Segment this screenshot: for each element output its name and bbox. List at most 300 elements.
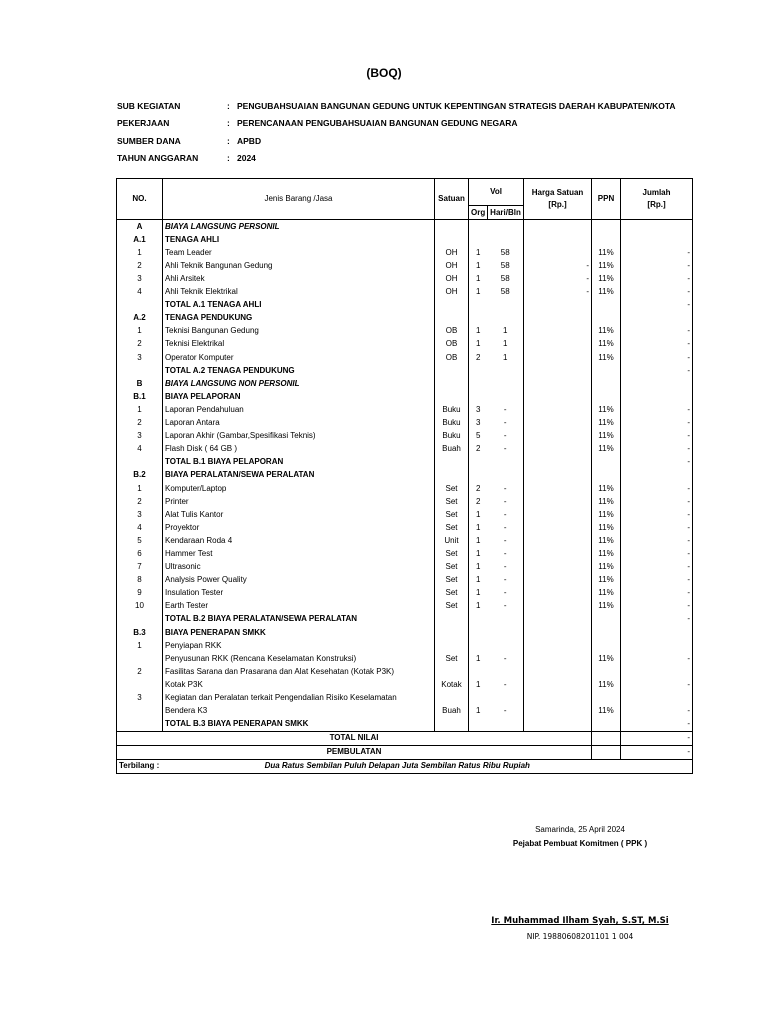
cell-harga	[524, 626, 592, 639]
cell-desc: Penyiapan RKK	[163, 639, 435, 652]
cell-satuan: OB	[435, 325, 469, 338]
table-row	[117, 417, 693, 430]
cell-hari: -	[488, 574, 524, 587]
cell-no: 2	[117, 665, 163, 678]
cell-desc: BIAYA LANGSUNG PERSONIL	[163, 220, 435, 234]
cell-satuan: Buku	[435, 430, 469, 443]
header-vol: Vol	[469, 179, 524, 206]
cell-harga	[524, 639, 592, 652]
cell-ppn	[592, 613, 621, 626]
cell-harga	[524, 338, 592, 351]
cell-org: 5	[476, 431, 481, 441]
cell-no: 2	[117, 495, 163, 508]
table-row	[117, 390, 693, 403]
table-row	[117, 587, 693, 600]
meta-row	[117, 97, 717, 115]
cell-harga	[524, 364, 592, 377]
cell-ppn: 11%	[592, 508, 621, 521]
cell-harga	[524, 430, 592, 443]
cell-ppn: 11%	[592, 246, 621, 259]
cell-harga	[524, 665, 592, 678]
table-row	[117, 233, 693, 246]
terbilang-value: Dua Ratus Sembilan Puluh Delapan Juta Sembilan Ratus Ribu Rupiah	[163, 759, 693, 773]
cell-no: B.1	[117, 390, 163, 403]
cell-desc: Proyektor	[163, 521, 435, 534]
table-row	[117, 259, 693, 272]
cell-no: 4	[117, 286, 163, 299]
pembulatan-row	[117, 745, 693, 759]
cell-hari: -	[488, 495, 524, 508]
cell-no: 2	[117, 338, 163, 351]
cell-no: 2	[117, 417, 163, 430]
cell-satuan	[435, 691, 469, 704]
cell-org: 1	[476, 575, 481, 585]
cell-no: A.1	[117, 233, 163, 246]
cell-hari	[488, 390, 524, 403]
cell-no	[117, 456, 163, 469]
cell-desc: Analysis Power Quality	[163, 574, 435, 587]
table-row	[117, 469, 693, 482]
cell-desc: Insulation Tester	[163, 587, 435, 600]
cell-hari: -	[488, 561, 524, 574]
cell-hari	[488, 220, 524, 234]
cell-no: 10	[117, 600, 163, 613]
cell-satuan: OH	[435, 286, 469, 299]
cell-desc: BIAYA LANGSUNG NON PERSONIL	[163, 377, 435, 390]
cell-hari: -	[488, 482, 524, 495]
cell-hari: -	[488, 678, 524, 691]
table-row	[117, 430, 693, 443]
cell-satuan	[435, 312, 469, 325]
cell-harga: -	[524, 259, 592, 272]
cell-hari	[488, 691, 524, 704]
cell-org: 2	[476, 496, 481, 506]
cell-harga	[524, 482, 592, 495]
cell-no: 7	[117, 561, 163, 574]
cell-no: 8	[117, 574, 163, 587]
cell-harga	[524, 718, 592, 732]
cell-harga: -	[524, 272, 592, 285]
table-row	[117, 325, 693, 338]
table-row	[117, 299, 693, 312]
cell-org: 2	[476, 352, 481, 362]
cell-satuan: Set	[435, 561, 469, 574]
header-ppn: PPN	[592, 179, 621, 220]
cell-hari	[488, 665, 524, 678]
signer-name: Ir. Muhammad Ilham Syah, S.ST, M.Si	[491, 916, 669, 926]
cell-desc: Kotak P3K	[163, 678, 435, 691]
cell-jumlah: -	[621, 286, 693, 299]
header-no: NO.	[117, 179, 163, 220]
table-row	[117, 639, 693, 652]
header-harga	[524, 179, 592, 220]
cell-jumlah: -	[621, 403, 693, 416]
cell-ppn	[592, 639, 621, 652]
cell-harga	[524, 534, 592, 547]
cell-satuan: Buku	[435, 403, 469, 416]
cell-jumlah: -	[621, 508, 693, 521]
cell-hari: -	[488, 652, 524, 665]
header-satuan: Satuan	[435, 179, 469, 220]
cell-desc: BIAYA PENERAPAN SMKK	[163, 626, 435, 639]
table-row	[117, 312, 693, 325]
cell-harga	[524, 325, 592, 338]
cell-harga	[524, 652, 592, 665]
meta-value: APBD	[237, 135, 262, 146]
meta-colon: :	[227, 135, 230, 146]
cell-jumlah: -	[621, 456, 693, 469]
cell-ppn: 11%	[592, 482, 621, 495]
cell-harga	[524, 377, 592, 390]
cell-no: 3	[117, 508, 163, 521]
cell-org: 1	[476, 706, 481, 716]
cell-ppn	[592, 691, 621, 704]
cell-satuan: Set	[435, 482, 469, 495]
table-row	[117, 678, 693, 691]
cell-ppn	[592, 456, 621, 469]
cell-hari: 1	[488, 325, 524, 338]
cell-desc: Operator Komputer	[163, 351, 435, 364]
cell-ppn: 11%	[592, 587, 621, 600]
table-row	[117, 482, 693, 495]
cell-jumlah	[621, 691, 693, 704]
cell-hari: -	[488, 403, 524, 416]
cell-hari	[488, 718, 524, 732]
cell-ppn	[592, 312, 621, 325]
cell-ppn	[592, 220, 621, 234]
cell-ppn: 11%	[592, 272, 621, 285]
cell-no	[117, 705, 163, 718]
cell-desc: Laporan Akhir (Gambar,Spesifikasi Teknis)	[163, 430, 435, 443]
cell-ppn: 11%	[592, 325, 621, 338]
cell-hari: -	[488, 521, 524, 534]
cell-no: 4	[117, 521, 163, 534]
cell-desc: TOTAL B.1 BIAYA PELAPORAN	[163, 456, 435, 469]
cell-harga	[524, 574, 592, 587]
cell-harga	[524, 299, 592, 312]
document-meta	[117, 97, 717, 167]
cell-hari: 1	[488, 338, 524, 351]
cell-org: 1	[476, 653, 481, 663]
cell-jumlah	[621, 469, 693, 482]
cell-jumlah	[621, 233, 693, 246]
cell-desc: BIAYA PELAPORAN	[163, 390, 435, 403]
total-nilai-ppn	[592, 731, 621, 745]
cell-ppn: 11%	[592, 561, 621, 574]
cell-no	[117, 364, 163, 377]
cell-no: 1	[117, 403, 163, 416]
cell-harga	[524, 443, 592, 456]
cell-harga	[524, 390, 592, 403]
cell-no: B.3	[117, 626, 163, 639]
cell-jumlah: -	[621, 574, 693, 587]
meta-label: SUMBER DANA	[117, 135, 181, 146]
cell-harga	[524, 547, 592, 560]
table-row	[117, 691, 693, 704]
cell-no: A	[117, 220, 163, 234]
total-nilai-row	[117, 731, 693, 745]
cell-jumlah: -	[621, 272, 693, 285]
cell-org: 1	[476, 548, 481, 558]
cell-hari: -	[488, 430, 524, 443]
table-row	[117, 351, 693, 364]
cell-no: 6	[117, 547, 163, 560]
cell-desc: Teknisi Bangunan Gedung	[163, 325, 435, 338]
cell-satuan: Buah	[435, 705, 469, 718]
cell-hari	[488, 364, 524, 377]
table-row	[117, 547, 693, 560]
cell-no	[117, 299, 163, 312]
table-row	[117, 652, 693, 665]
cell-ppn: 11%	[592, 495, 621, 508]
cell-harga	[524, 456, 592, 469]
meta-value: PERENCANAAN PENGUBAHSUAIAN BANGUNAN GEDUNG NEGARA	[237, 118, 518, 129]
cell-org: 1	[476, 535, 481, 545]
cell-desc: Kegiatan dan Peralatan terkait Pengendalian Risiko Keselamatan	[163, 691, 435, 704]
cell-org: 2	[476, 444, 481, 454]
pembulatan-value: -	[621, 745, 693, 759]
cell-org: 1	[476, 588, 481, 598]
meta-colon: :	[227, 153, 230, 164]
cell-satuan	[435, 626, 469, 639]
cell-jumlah	[621, 665, 693, 678]
cell-jumlah: -	[621, 587, 693, 600]
cell-org: 3	[476, 404, 481, 414]
cell-jumlah	[621, 626, 693, 639]
cell-satuan	[435, 220, 469, 234]
cell-no: 3	[117, 272, 163, 285]
cell-satuan	[435, 718, 469, 732]
cell-jumlah	[621, 639, 693, 652]
meta-row	[117, 132, 717, 150]
cell-desc: Hammer Test	[163, 547, 435, 560]
table-row	[117, 508, 693, 521]
cell-org: 3	[476, 418, 481, 428]
header-jumlah	[621, 179, 693, 220]
cell-desc: Earth Tester	[163, 600, 435, 613]
cell-satuan: OB	[435, 351, 469, 364]
header-harga-line2: [Rp.]	[548, 200, 567, 210]
cell-ppn	[592, 233, 621, 246]
meta-label: PEKERJAAN	[117, 118, 170, 129]
cell-harga	[524, 417, 592, 430]
cell-ppn: 11%	[592, 417, 621, 430]
cell-desc: BIAYA PERALATAN/SEWA PERALATAN	[163, 469, 435, 482]
cell-jumlah: -	[621, 246, 693, 259]
cell-hari	[488, 469, 524, 482]
cell-satuan	[435, 233, 469, 246]
cell-jumlah: -	[621, 521, 693, 534]
cell-jumlah: -	[621, 259, 693, 272]
cell-org	[469, 613, 488, 626]
pembulatan-ppn	[592, 745, 621, 759]
cell-jumlah: -	[621, 718, 693, 732]
cell-no: B	[117, 377, 163, 390]
table-row	[117, 626, 693, 639]
cell-ppn: 11%	[592, 600, 621, 613]
cell-desc: Fasilitas Sarana dan Prasarana dan Alat Kesehatan (Kotak P3K)	[163, 665, 435, 678]
table-row	[117, 718, 693, 732]
table-row	[117, 665, 693, 678]
cell-desc: Bendera K3	[163, 705, 435, 718]
cell-jumlah: -	[621, 430, 693, 443]
cell-satuan: Set	[435, 587, 469, 600]
terbilang-row	[117, 759, 693, 773]
cell-satuan	[435, 364, 469, 377]
cell-jumlah: -	[621, 534, 693, 547]
cell-satuan	[435, 613, 469, 626]
cell-jumlah: -	[621, 561, 693, 574]
cell-jumlah	[621, 312, 693, 325]
document-title: (BOQ)	[366, 66, 402, 80]
cell-hari	[488, 639, 524, 652]
cell-hari: 58	[488, 272, 524, 285]
cell-ppn: 11%	[592, 338, 621, 351]
cell-ppn: 11%	[592, 652, 621, 665]
meta-label: SUB KEGIATAN	[117, 100, 181, 111]
cell-jumlah: -	[621, 495, 693, 508]
table-row	[117, 403, 693, 416]
cell-no: 4	[117, 443, 163, 456]
cell-org: 1	[476, 260, 481, 270]
meta-row	[117, 150, 717, 168]
cell-no	[117, 678, 163, 691]
cell-org	[469, 233, 488, 246]
cell-jumlah: -	[621, 678, 693, 691]
cell-hari: -	[488, 534, 524, 547]
cell-ppn: 11%	[592, 403, 621, 416]
cell-ppn: 11%	[592, 259, 621, 272]
cell-org	[469, 220, 488, 234]
table-row	[117, 286, 693, 299]
cell-desc: Kendaraan Roda 4	[163, 534, 435, 547]
cell-satuan: OH	[435, 272, 469, 285]
cell-harga: -	[524, 286, 592, 299]
cell-no: 2	[117, 259, 163, 272]
cell-ppn	[592, 390, 621, 403]
cell-satuan: Buah	[435, 443, 469, 456]
cell-desc: Teknisi Elektrikal	[163, 338, 435, 351]
cell-harga	[524, 705, 592, 718]
cell-harga	[524, 403, 592, 416]
cell-satuan: Set	[435, 521, 469, 534]
cell-harga	[524, 508, 592, 521]
cell-hari	[488, 626, 524, 639]
cell-no	[117, 718, 163, 732]
signer-role: Pejabat Pembuat Komitmen ( PPK )	[512, 839, 648, 848]
table-row	[117, 220, 693, 234]
cell-no: 3	[117, 430, 163, 443]
header-jumlah-line2: [Rp.]	[647, 200, 666, 210]
cell-ppn	[592, 299, 621, 312]
cell-desc: Laporan Antara	[163, 417, 435, 430]
cell-jumlah: -	[621, 652, 693, 665]
cell-org	[469, 718, 488, 732]
cell-harga	[524, 351, 592, 364]
cell-satuan	[435, 665, 469, 678]
cell-desc: TOTAL B.2 BIAYA PERALATAN/SEWA PERALATAN	[163, 613, 435, 626]
cell-no: 1	[117, 246, 163, 259]
cell-harga	[524, 312, 592, 325]
cell-desc: Ahli Arsitek	[163, 272, 435, 285]
cell-org: 1	[476, 562, 481, 572]
cell-hari: -	[488, 600, 524, 613]
cell-desc: Team Leader	[163, 246, 435, 259]
cell-desc: Komputer/Laptop	[163, 482, 435, 495]
header-org: Org	[469, 206, 488, 220]
cell-desc: Ahli Teknik Elektrikal	[163, 286, 435, 299]
table-row	[117, 561, 693, 574]
cell-harga	[524, 561, 592, 574]
cell-satuan: Set	[435, 508, 469, 521]
cell-jumlah: -	[621, 417, 693, 430]
table-row	[117, 613, 693, 626]
cell-jumlah: -	[621, 705, 693, 718]
cell-jumlah	[621, 377, 693, 390]
cell-harga	[524, 587, 592, 600]
cell-desc: Penyusunan RKK (Rencana Keselamatan Konstruksi)	[163, 652, 435, 665]
cell-org: 2	[476, 483, 481, 493]
table-row	[117, 377, 693, 390]
cell-satuan: Set	[435, 547, 469, 560]
total-nilai-label: TOTAL NILAI	[117, 731, 592, 745]
cell-harga	[524, 521, 592, 534]
cell-org: 1	[476, 509, 481, 519]
cell-satuan	[435, 469, 469, 482]
cell-satuan	[435, 639, 469, 652]
cell-ppn: 11%	[592, 351, 621, 364]
cell-ppn	[592, 718, 621, 732]
cell-harga	[524, 678, 592, 691]
cell-satuan: Buku	[435, 417, 469, 430]
header-jenis: Jenis Barang /Jasa	[163, 179, 435, 220]
cell-org	[469, 377, 488, 390]
table-row	[117, 272, 693, 285]
terbilang-label: Terbilang :	[117, 759, 163, 773]
cell-hari	[488, 613, 524, 626]
cell-desc: Laporan Pendahuluan	[163, 403, 435, 416]
meta-label: TAHUN ANGGARAN	[117, 153, 199, 164]
cell-no: A.2	[117, 312, 163, 325]
cell-jumlah: -	[621, 364, 693, 377]
cell-hari: 58	[488, 246, 524, 259]
table-row	[117, 705, 693, 718]
cell-desc: TOTAL A.1 TENAGA AHLI	[163, 299, 435, 312]
cell-no: 1	[117, 325, 163, 338]
cell-no: B.2	[117, 469, 163, 482]
cell-satuan: Set	[435, 574, 469, 587]
total-nilai-value: -	[621, 731, 693, 745]
cell-ppn	[592, 665, 621, 678]
table-row	[117, 456, 693, 469]
cell-hari: -	[488, 705, 524, 718]
table-row	[117, 521, 693, 534]
cell-hari	[488, 456, 524, 469]
cell-satuan: OB	[435, 338, 469, 351]
cell-org	[469, 312, 488, 325]
cell-satuan	[435, 299, 469, 312]
meta-value: PENGUBAHSUAIAN BANGUNAN GEDUNG UNTUK KEPENTINGAN STRATEGIS DAERAH KABUPATEN/KOTA	[237, 100, 676, 111]
cell-jumlah: -	[621, 299, 693, 312]
cell-desc: Ultrasonic	[163, 561, 435, 574]
cell-org	[469, 691, 488, 704]
cell-satuan	[435, 377, 469, 390]
cell-no: 1	[117, 482, 163, 495]
cell-harga	[524, 233, 592, 246]
cell-no: 9	[117, 587, 163, 600]
cell-ppn: 11%	[592, 705, 621, 718]
header-harga-line1: Harga Satuan	[531, 188, 584, 198]
